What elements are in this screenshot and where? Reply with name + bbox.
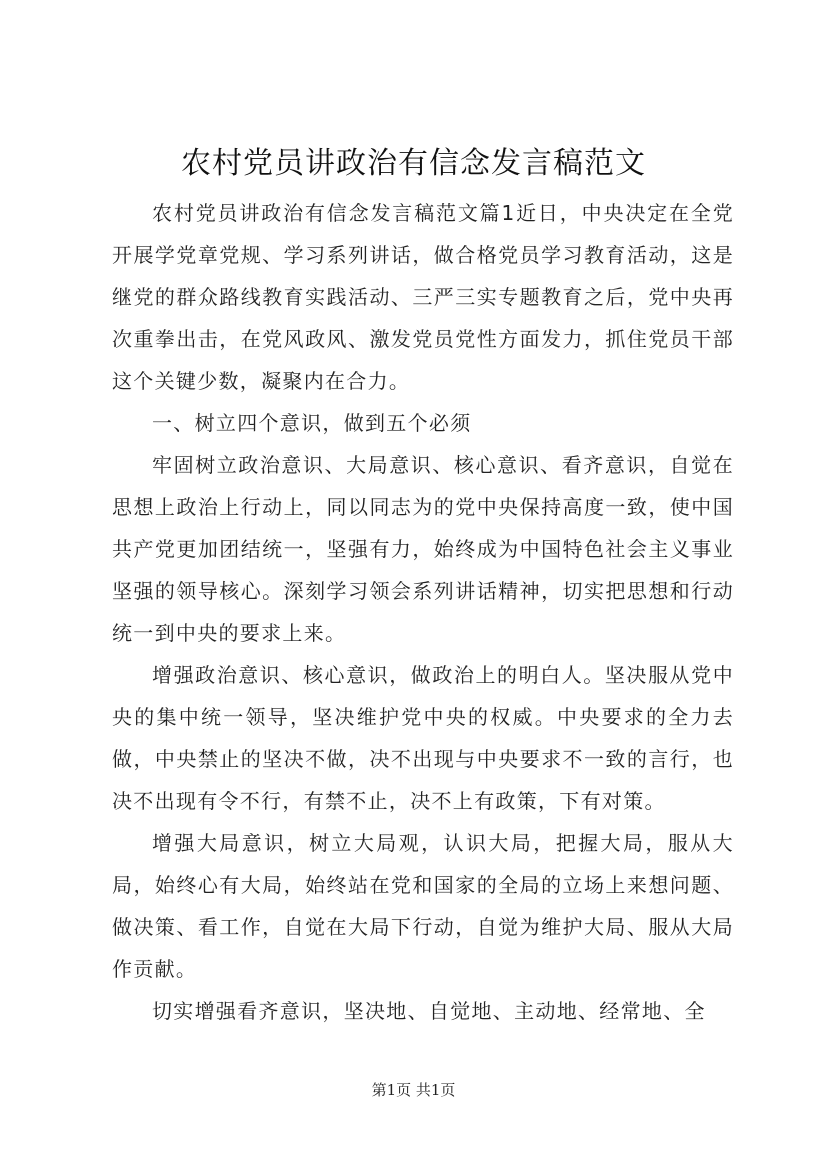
paragraph-political-awareness: 增强政治意识、核心意识，做政治上的明白人。坚决服从党中央的集中统一领导，坚决维护党中央的权威。中央要求的全力去做，中央禁止的坚决不做，决不出现与中央要求不一致的言行，也决不出现有令不行，有禁不止，决不上有政策，下有对策。 — [112, 663, 734, 813]
paragraph-alignment-awareness: 切实增强看齐意识，坚决地、自觉地、主动地、经常地、全 — [152, 999, 706, 1023]
section-heading: 一、树立四个意识，做到五个必须 — [152, 411, 472, 435]
document-title: 农村党员讲政治有信念发言稿范文 — [181, 146, 646, 181]
page-footer: 第1页 共1页 — [371, 1081, 456, 1099]
paragraph-intro: 农村党员讲政治有信念发言稿范文篇1近日，中央决定在全党开展学党章党规、学习系列讲话，做合格党员学习教育活动，这是继党的群众路线教育实践活动、三严三实专题教育之后，党中央再次重拳出击，在党风政风、激发党员党性方面发力，抓住党员干部这个关键少数，凝聚内在合力。 — [112, 201, 734, 393]
document-body — [112, 192, 734, 1032]
paragraph-overall-awareness: 增强大局意识，树立大局观，认识大局，把握大局，服从大局，始终心有大局，始终站在党和国家的全局的立场上来想问题、做决策、看工作，自觉在大局下行动，自觉为维护大局、服从大局作贡献。 — [112, 831, 734, 981]
paragraph-consciousness: 牢固树立政治意识、大局意识、核心意识、看齐意识，自觉在思想上政治上行动上，同以同志为的党中央保持高度一致，使中国共产党更加团结统一，坚强有力，始终成为中国特色社会主义事业坚强的领导核心。深刻学习领会系列讲话精神，切实把思想和行动统一到中央的要求上来。 — [112, 453, 734, 645]
